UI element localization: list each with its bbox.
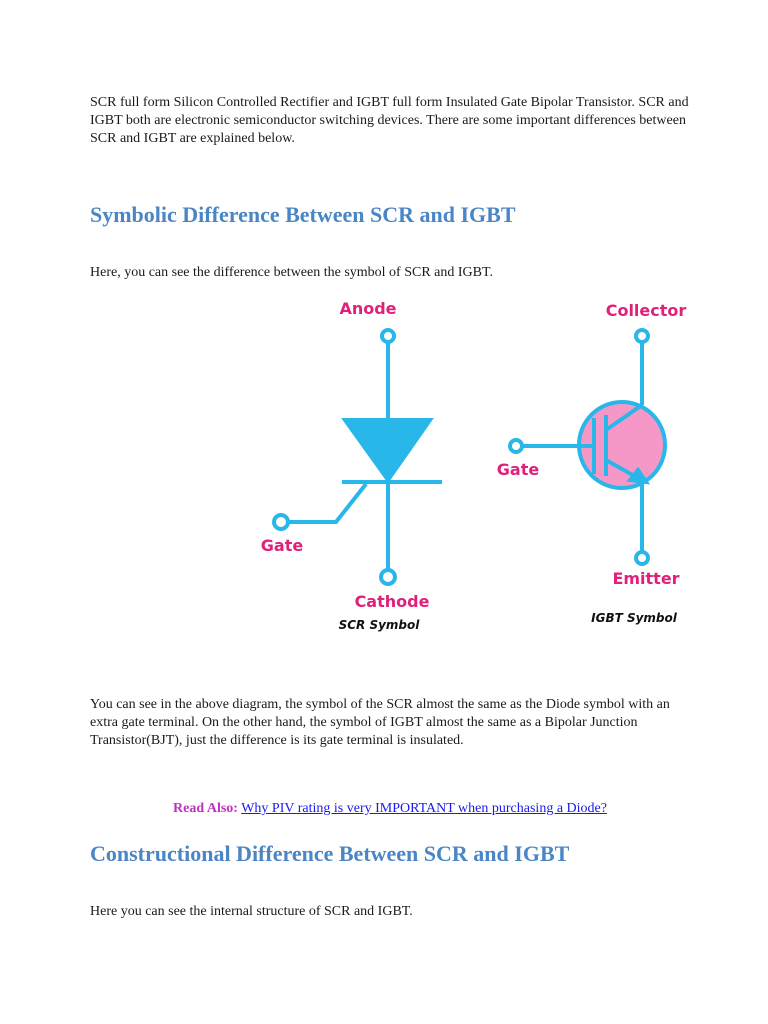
scr-anode-terminal xyxy=(382,330,394,342)
construct-intro-paragraph: Here you can see the internal structure of SCR and IGBT. xyxy=(90,904,413,919)
scr-gate-wire xyxy=(287,484,366,522)
read-also-link[interactable]: Why PIV rating is very IMPORTANT when purchasing a Diode? xyxy=(241,801,607,816)
igbt-gate-terminal xyxy=(510,440,522,452)
scr-gate-label: Gate xyxy=(260,536,304,555)
igbt-symbol xyxy=(497,301,687,625)
scr-cathode-label: Cathode xyxy=(354,592,430,611)
heading-constructional-difference: Constructional Difference Between SCR and IGBT xyxy=(90,841,570,866)
read-also-label: Read Also: xyxy=(173,801,238,816)
scr-symbol xyxy=(261,299,442,632)
igbt-caption: IGBT Symbol xyxy=(591,611,677,625)
igbt-gate-label: Gate xyxy=(496,460,540,479)
igbt-emitter-terminal xyxy=(636,552,648,564)
scr-gate-terminal xyxy=(274,515,288,529)
scr-cathode-terminal xyxy=(381,570,395,584)
igbt-collector-terminal xyxy=(636,330,648,342)
igbt-collector-label: Collector xyxy=(605,301,687,320)
intro-paragraph: SCR full form Silicon Controlled Rectifier and IGBT full form Insulated Gate Bipolar Transistor. SCR and IGBT both are electronic semiconductor switching devices. There are some important differences between SCR and IGBT are explained below. xyxy=(90,95,689,146)
heading-symbolic-difference: Symbolic Difference Between SCR and IGBT xyxy=(90,202,516,227)
scr-igbt-symbol-diagram xyxy=(170,290,690,640)
diagram-explanation-paragraph: You can see in the above diagram, the symbol of the SCR almost the same as the Diode symbol with an extra gate terminal. On the other hand, the symbol of IGBT almost the same as a Bipolar Junction Transistor(BJT), just the difference is its gate terminal is insulated. xyxy=(90,697,670,748)
read-also-line xyxy=(90,800,690,818)
scr-triangle xyxy=(345,420,430,480)
scr-anode-label: Anode xyxy=(339,299,397,318)
igbt-emitter-label: Emitter xyxy=(612,569,680,588)
symbol-intro-paragraph: Here, you can see the difference between the symbol of SCR and IGBT. xyxy=(90,265,494,280)
scr-caption: SCR Symbol xyxy=(338,618,420,632)
